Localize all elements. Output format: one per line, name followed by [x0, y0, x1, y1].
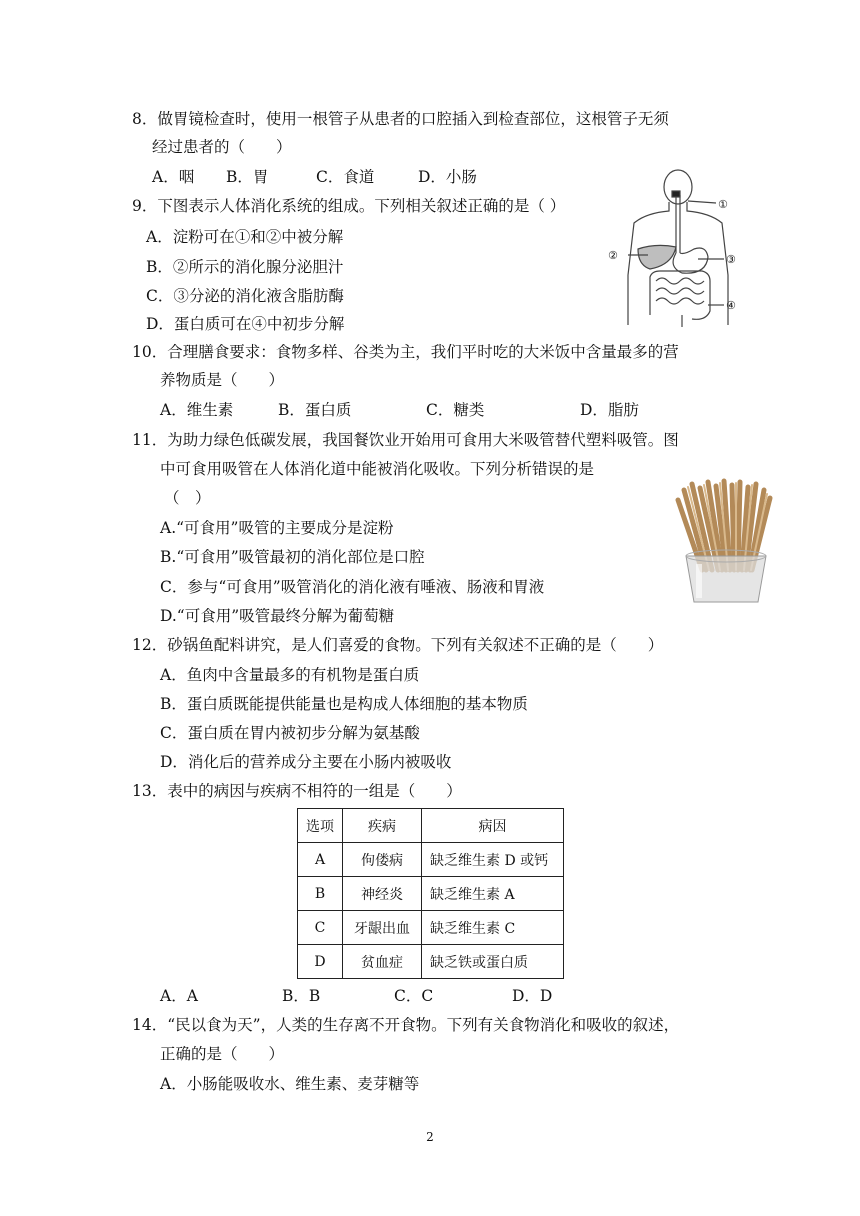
edible-straws-photo [672, 478, 780, 604]
q9-option-d: D．蛋白质可在④中初步分解 [146, 315, 345, 333]
q11-option-b: B.“可食用”吸管最初的消化部位是口腔 [160, 548, 425, 566]
table-row [298, 911, 564, 945]
q13-stem: 13．表中的病因与疾病不相符的一组是（ ） [132, 782, 462, 800]
table-header-cell: 疾病 [343, 809, 422, 843]
q8-stem-line1: 8．做胃镜检查时，使用一根管子从患者的口腔插入到检查部位，这根管子无须 [132, 110, 669, 128]
q10-option-c: C．糖类 [426, 401, 485, 419]
page-number: 2 [426, 1130, 434, 1144]
digestive-system-figure [606, 165, 746, 330]
q10-option-d: D．脂肪 [580, 401, 639, 419]
q10-options [160, 399, 639, 421]
q12-option-c: C．蛋白质在胃内被初步分解为氨基酸 [160, 724, 420, 742]
table-cell: 缺乏维生素 C [422, 911, 564, 945]
figure-label-2: ② [608, 249, 618, 262]
q9-option-c: C．③分泌的消化液含脂肪酶 [146, 287, 344, 305]
q13-option-b: B．B [282, 987, 321, 1005]
table-row [298, 877, 564, 911]
q8-stem-line2: 经过患者的（ ） [152, 138, 292, 156]
table-cell: B [298, 877, 343, 911]
table-cell: 贫血症 [343, 945, 422, 979]
table-cell: C [298, 911, 343, 945]
q9-option-b: B．②所示的消化腺分泌胆汁 [146, 258, 344, 276]
table-cell: 缺乏铁或蛋白质 [422, 945, 564, 979]
figure-label-4: ④ [726, 299, 736, 312]
q9-stem: 9．下图表示人体消化系统的组成。下列相关叙述正确的是（ ） [132, 197, 566, 215]
q14-option-a: A．小肠能吸收水、维生素、麦芽糖等 [160, 1075, 420, 1093]
table-cell: 神经炎 [343, 877, 422, 911]
q10-stem-line2: 养物质是（ ） [160, 371, 285, 389]
table-cell: 牙龈出血 [343, 911, 422, 945]
q11-stem-line1: 11．为助力绿色低碳发展，我国餐饮业开始用可食用大米吸管替代塑料吸管。图 [132, 431, 679, 449]
q11-option-a: A.“可食用”吸管的主要成分是淀粉 [160, 519, 394, 537]
table-cell: 缺乏维生素 D 或钙 [422, 843, 564, 877]
q10-stem-line1: 10．合理膳食要求：食物多样、谷类为主，我们平时吃的大米饭中含量最多的营 [132, 343, 679, 361]
q12-option-d: D．消化后的营养成分主要在小肠内被吸收 [160, 753, 452, 771]
table-cell: 佝偻病 [343, 843, 422, 877]
q13-option-d: D．D [512, 987, 553, 1005]
q14-stem-line2: 正确的是（ ） [160, 1045, 285, 1063]
q8-options [152, 166, 477, 188]
q8-option-b: B．胃 [226, 168, 269, 186]
q13-option-c: C．C [394, 987, 434, 1005]
figure-label-1: ① [718, 198, 728, 211]
q14-stem-line1: 14．“民以食为天”，人类的生存离不开食物。下列有关食物消化和吸收的叙述， [132, 1016, 680, 1034]
figure-label-3: ③ [726, 253, 736, 266]
q12-option-b: B．蛋白质既能提供能量也是构成人体细胞的基本物质 [160, 695, 528, 713]
table-header-cell: 病因 [422, 809, 564, 843]
q12-option-a: A．鱼肉中含量最多的有机物是蛋白质 [160, 666, 420, 684]
table-cell: A [298, 843, 343, 877]
q13-option-a: A．A [160, 987, 198, 1005]
table-cell: 缺乏维生素 A [422, 877, 564, 911]
table-header-cell: 选项 [298, 809, 343, 843]
table-row [298, 945, 564, 979]
q13-options [160, 985, 552, 1007]
disease-cause-table [297, 808, 564, 979]
q8-option-d: D．小肠 [418, 168, 477, 186]
q11-option-c: C．参与“可食用”吸管消化的消化液有唾液、肠液和胃液 [160, 578, 545, 596]
q10-option-b: B．蛋白质 [278, 401, 352, 419]
table-cell: D [298, 945, 343, 979]
q11-stem-line3: （ ） [164, 489, 211, 507]
q8-option-a: A．咽 [152, 168, 195, 186]
q8-option-c: C．食道 [316, 168, 375, 186]
q11-option-d: D.“可食用”吸管最终分解为葡萄糖 [160, 607, 395, 625]
q10-option-a: A．维生素 [160, 401, 234, 419]
table-header-row [298, 809, 564, 843]
q11-stem-line2: 中可食用吸管在人体消化道中能被消化吸收。下列分析错误的是 [160, 460, 595, 478]
table-row [298, 843, 564, 877]
q9-option-a: A．淀粉可在①和②中被分解 [146, 228, 344, 246]
q12-stem: 12．砂锅鱼配料讲究，是人们喜爱的食物。下列有关叙述不正确的是（ ） [132, 636, 664, 654]
